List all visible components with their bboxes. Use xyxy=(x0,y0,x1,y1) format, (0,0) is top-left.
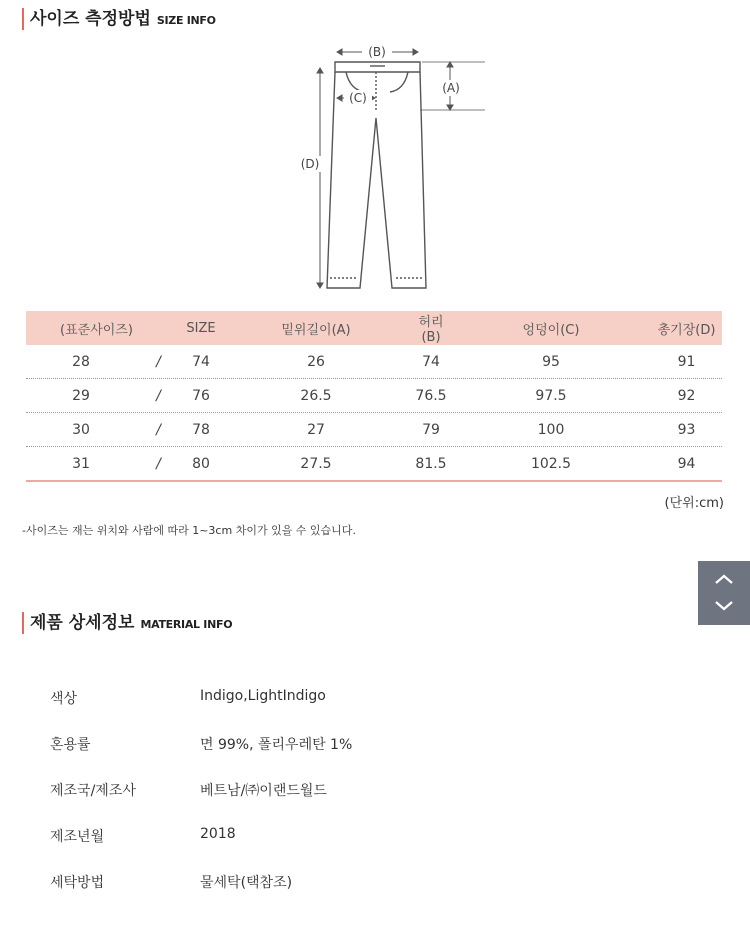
cell-length: 93 xyxy=(677,421,696,438)
size-table xyxy=(26,311,722,482)
cell-size: 74 xyxy=(192,353,210,370)
table-row xyxy=(26,413,722,447)
material-value: 면 99%, 폴리우레탄 1% xyxy=(200,737,353,753)
cell-waist: 31 xyxy=(72,455,90,472)
cell-hip: 100 xyxy=(537,421,565,438)
list-item xyxy=(50,780,352,826)
material-value: 물세탁(택참조) xyxy=(200,875,293,891)
material-label: 색상 xyxy=(50,691,78,707)
header-hip: 엉덩이(C) xyxy=(522,322,580,338)
cell-slash: / xyxy=(156,421,161,438)
header-standard-size: (표준사이즈) xyxy=(60,322,133,338)
cell-hip: 102.5 xyxy=(530,455,572,472)
cell-slash: / xyxy=(156,387,161,404)
size-info-title xyxy=(22,8,216,30)
cell-hip: 95 xyxy=(542,353,560,370)
unit-label: (단위:cm) xyxy=(664,496,724,511)
cell-size: 78 xyxy=(192,421,210,438)
material-label: 제조국/제조사 xyxy=(50,783,136,799)
cell-rise: 26 xyxy=(307,353,325,370)
cell-rise: 26.5 xyxy=(300,387,332,404)
cell-slash: / xyxy=(156,455,161,472)
label-c: (C) xyxy=(349,91,367,105)
list-item xyxy=(50,688,352,734)
table-row xyxy=(26,345,722,379)
chevron-down-icon[interactable] xyxy=(714,597,734,616)
material-label: 혼용률 xyxy=(50,737,91,753)
material-info-title-ko: 제품 상세정보 xyxy=(30,613,135,633)
list-item xyxy=(50,734,352,780)
cell-waist: 30 xyxy=(72,421,90,438)
cell-waist: 28 xyxy=(72,353,90,370)
label-d: (D) xyxy=(300,157,320,171)
list-item xyxy=(50,872,352,918)
cell-length: 94 xyxy=(677,455,696,472)
header-rise: 밑위길이(A) xyxy=(281,322,351,338)
cell-waist: 29 xyxy=(72,387,90,404)
cell-size: 76 xyxy=(192,387,210,404)
cell-length: 92 xyxy=(677,387,696,404)
material-info-title-en: MATERIAL INFO xyxy=(140,618,233,631)
cell-waist-b: 79 xyxy=(422,421,440,438)
material-label: 제조년월 xyxy=(50,829,105,845)
material-value: 2018 xyxy=(200,826,236,842)
size-note: -사이즈는 재는 위치와 사람에 따라 1~3cm 차이가 있을 수 있습니다. xyxy=(22,524,356,537)
table-row xyxy=(26,447,722,482)
size-table-header xyxy=(26,311,722,345)
header-size: SIZE xyxy=(186,320,216,336)
header-waist: 허리(B) xyxy=(418,315,444,345)
cell-hip: 97.5 xyxy=(535,387,567,404)
material-info-list xyxy=(50,688,352,918)
cell-waist-b: 76.5 xyxy=(415,387,447,404)
label-a: (A) xyxy=(442,81,460,95)
jeans-measurement-diagram xyxy=(290,38,500,296)
table-row xyxy=(26,379,722,413)
material-value: Indigo,LightIndigo xyxy=(200,688,326,704)
cell-rise: 27.5 xyxy=(300,455,332,472)
chevron-up-icon[interactable] xyxy=(714,570,734,589)
label-b: (B) xyxy=(368,45,386,59)
size-info-title-ko: 사이즈 측정방법 xyxy=(30,9,151,29)
material-value: 베트남/㈜이랜드월드 xyxy=(200,783,327,799)
cell-slash: / xyxy=(156,353,161,370)
scroll-widget xyxy=(698,561,750,625)
material-label: 세탁방법 xyxy=(50,875,105,891)
cell-rise: 27 xyxy=(307,421,325,438)
material-info-title xyxy=(22,612,232,634)
header-length: 총기장(D) xyxy=(657,322,716,338)
size-info-title-en: SIZE INFO xyxy=(156,14,216,27)
cell-length: 91 xyxy=(677,353,696,370)
cell-waist-b: 81.5 xyxy=(415,455,447,472)
list-item xyxy=(50,826,352,872)
cell-waist-b: 74 xyxy=(422,353,440,370)
cell-size: 80 xyxy=(192,455,210,472)
